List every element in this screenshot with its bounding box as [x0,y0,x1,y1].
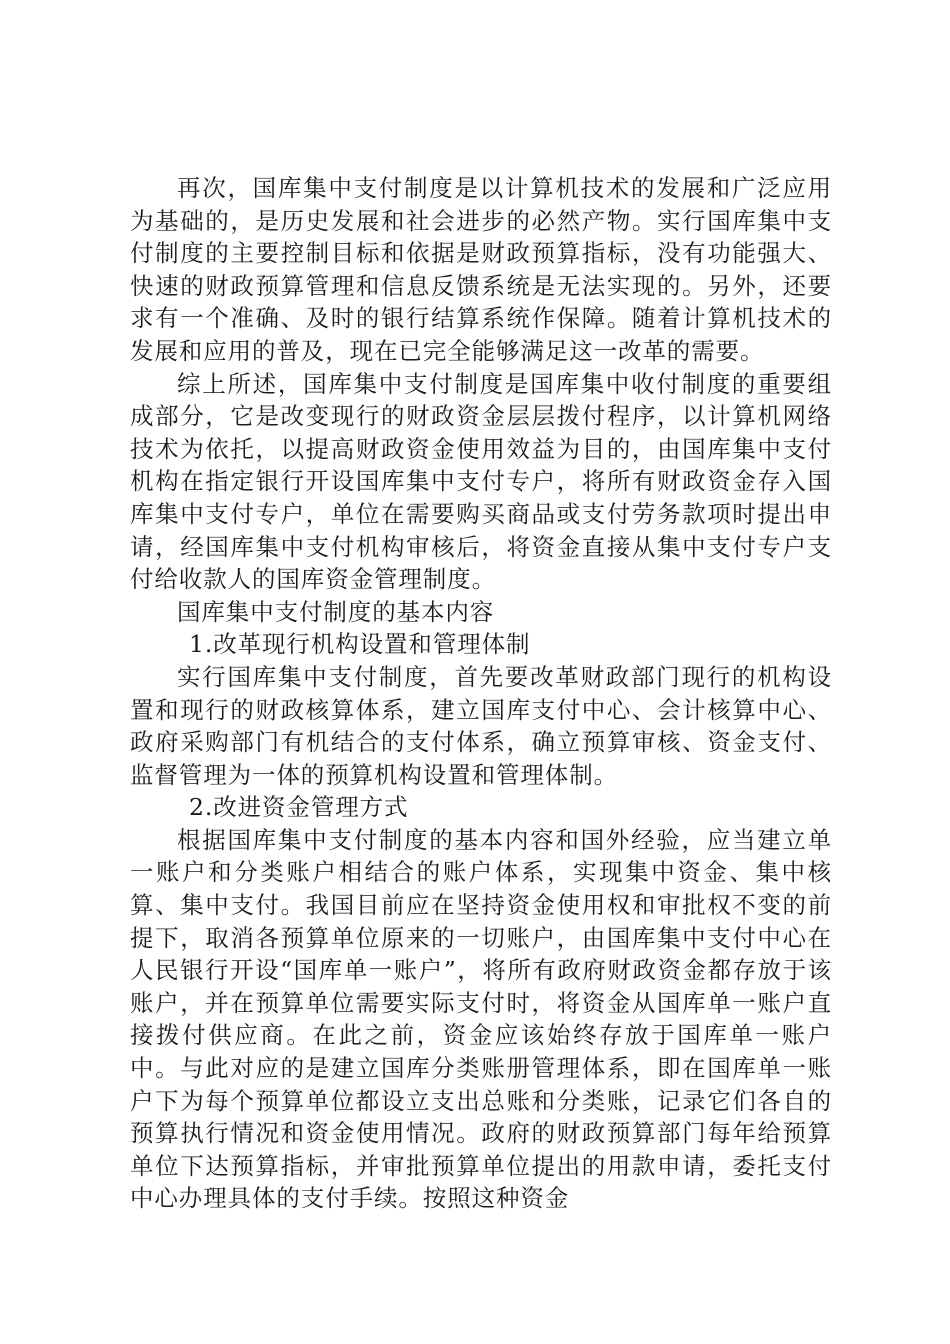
paragraph-treasury-technology: 再次，国库集中支付制度是以计算机技术的发展和广泛应用为基础的，是历史发展和社会进步的必然产物。实行国库集中支付制度的主要控制目标和依据是财政预算指标，没有功能强大、快速的财政预算管理和信息反馈系统是无法实现的。另外，还要求有一个准确、及时的银行结算系统作保障。随着计算机技术的发展和应用的普及，现在已完全能够满足这一改革的需要。 [130,174,832,365]
subheading-reform-institutions: 1.改革现行机构设置和管理体制 [189,630,531,659]
paragraph-summary: 综上所述，国库集中支付制度是国库集中收付制度的重要组成部分，它是改变现行的财政资金层层拨付程序，以计算机网络技术为依托，以提高财政资金使用效益为目的，由国库集中支付机构在指定银行开设国库集中支付专户，将所有财政资金存入国库集中支付专户，单位在需要购买商品或支付劳务款项时提出申请，经国库集中支付机构审核后，将资金直接从集中支付专户支付给收款人的国库资金管理制度。 [130,369,832,594]
subheading-fund-management: 2.改进资金管理方式 [189,793,409,822]
document-body [130,172,832,1215]
section-heading-basic-content: 国库集中支付制度的基本内容 [177,597,495,626]
paragraph-fund-management: 根据国库集中支付制度的基本内容和国外经验，应当建立单一账户和分类账户相结合的账户体系，实现集中资金、集中核算、集中支付。我国目前应在坚持资金使用权和审批权不变的前提下，取消各预算单位原来的一切账户，由国库集中支付中心在人民银行开设“国库单一账户”，将所有政府财政资金都存放于该账户，并在预算单位需要实际支付时，将资金从国库单一账户直接拨付供应商。在此之前，资金应该始终存放于国库单一账户中。与此对应的是建立国库分类账册管理体系，即在国库单一账户下为每个预算单位都设立支出总账和分类账，记录它们各自的预算执行情况和资金使用情况。政府的财政预算部门每年给预算单位下达预算指标，并审批预算单位提出的用款申请，委托支付中心办理具体的支付手续。按照这种资金 [130,825,832,1213]
paragraph-reform-institutions: 实行国库集中支付制度，首先要改革财政部门现行的机构设置和现行的财政核算体系，建立国库支付中心、会计核算中心、政府采购部门有机结合的支付体系，确立预算审核、资金支付、监督管理为一体的预算机构设置和管理体制。 [130,662,832,789]
